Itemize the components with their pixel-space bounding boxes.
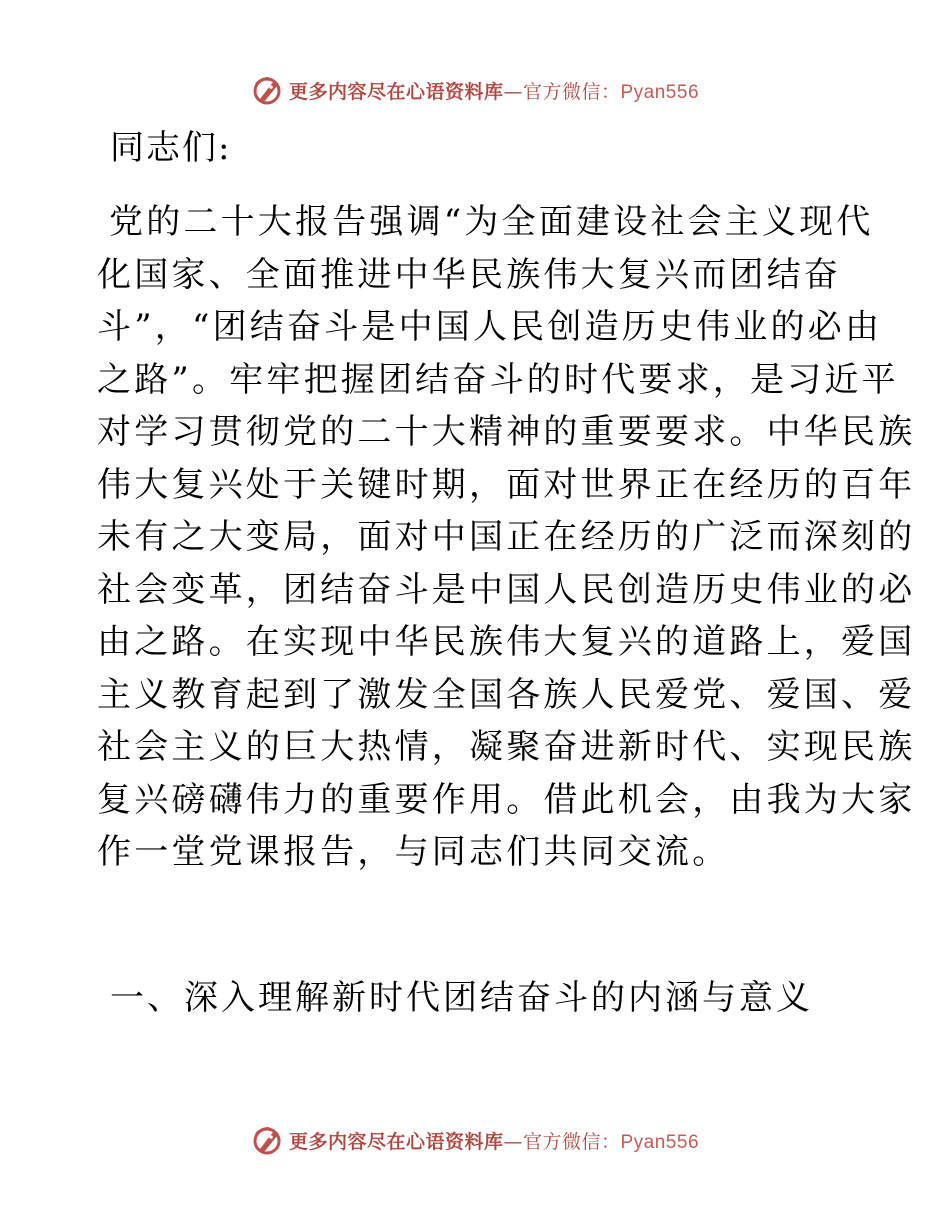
paragraph-line: 未有之大变局，面对中国正在经历的广泛而深刻的 xyxy=(97,517,916,557)
paragraph-line: 社会主义的巨大热情，凝聚奋进新时代、实现民族 xyxy=(97,727,916,767)
watermark-wechat-id: Pyan556 xyxy=(620,81,700,103)
pen-nib-logo-icon xyxy=(251,74,283,106)
paragraph-line: 主义教育起到了激发全国各族人民爱党、爱国、爱 xyxy=(97,674,916,715)
paragraph-line: 斗”，“团结奋斗是中国人民创造历史伟业的必由 xyxy=(97,307,883,347)
body-paragraph xyxy=(97,196,916,879)
paragraph-line: 伟大复兴处于关键时期，面对世界正在经历的百年 xyxy=(97,464,916,505)
watermark-brand: 更多内容尽在心语资料库 xyxy=(288,80,504,103)
salutation: 同志们: xyxy=(110,128,232,168)
watermark-text xyxy=(289,77,699,104)
paragraph-line: 社会变革，团结奋斗是中国人民创造历史伟业的必 xyxy=(97,569,916,610)
watermark-wechat-label: 官方微信： xyxy=(522,80,621,103)
watermark-separator: — xyxy=(503,80,523,103)
section-heading: 一、深入理解新时代团结奋斗的内涵与意义 xyxy=(110,978,813,1018)
paragraph-line: 复兴磅礴伟力的重要作用。借此机会，由我为大家 xyxy=(97,779,916,820)
paragraph-line: 对学习贯彻党的二十大精神的重要要求。中华民族 xyxy=(97,412,916,452)
paragraph-line: 化国家、全面推进中华民族伟大复兴而团结奋 xyxy=(97,254,841,295)
pen-nib-logo-icon xyxy=(251,1124,283,1156)
watermark-wechat-id: Pyan556 xyxy=(620,1131,700,1153)
paragraph-line: 作一堂党课报告，与同志们共同交流。 xyxy=(97,832,730,872)
paragraph-line: 之路”。牢牢把握团结奋斗的时代要求，是习近平 xyxy=(97,359,899,400)
paragraph-line: 由之路。在实现中华民族伟大复兴的道路上，爱国 xyxy=(97,622,916,662)
watermark-separator: — xyxy=(503,1130,523,1153)
watermark-brand: 更多内容尽在心语资料库 xyxy=(288,1130,504,1153)
paragraph-line: 党的二十大报告强调“为全面建设社会主义现代 xyxy=(109,202,874,242)
watermark-text xyxy=(289,1127,699,1154)
watermark-wechat-label: 官方微信： xyxy=(522,1130,621,1153)
watermark-header xyxy=(0,70,950,110)
watermark-footer xyxy=(0,1120,950,1160)
